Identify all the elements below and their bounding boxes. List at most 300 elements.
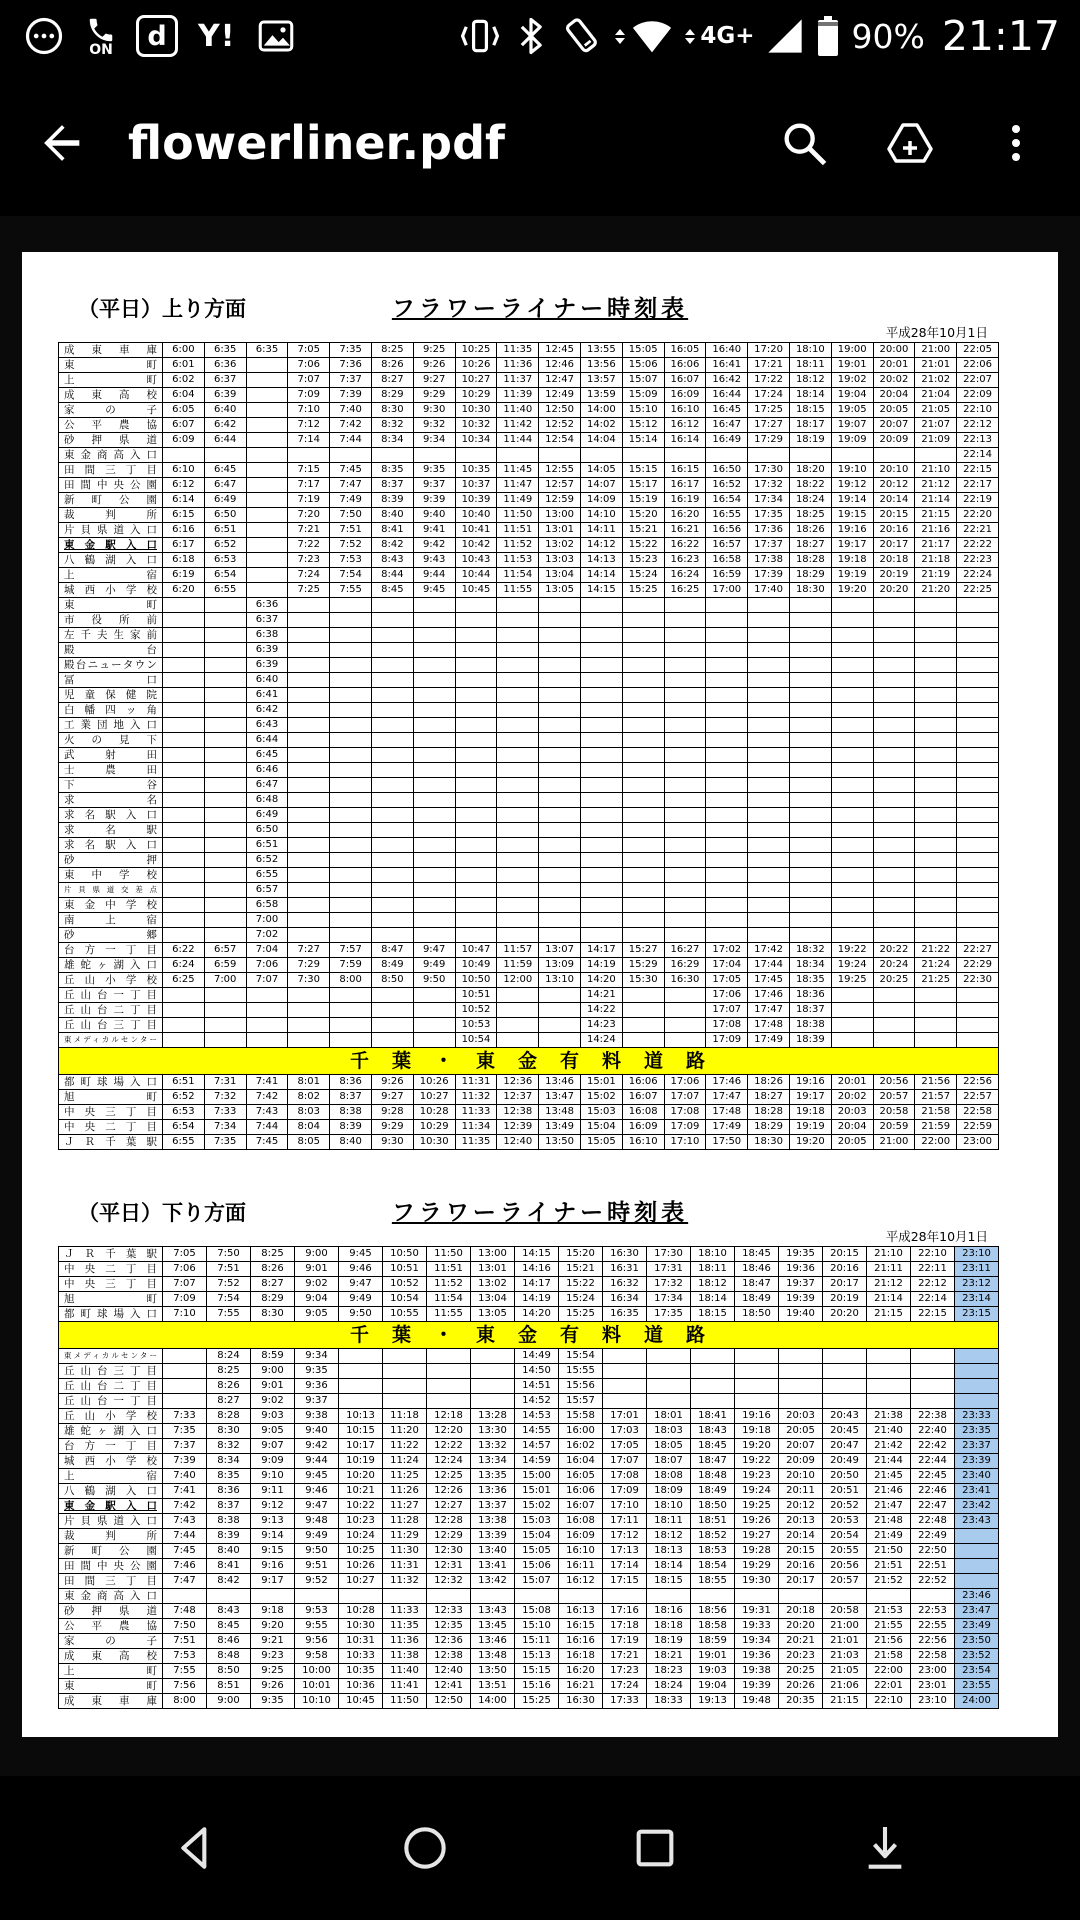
time-cell: 16:07 — [664, 373, 706, 388]
time-cell: 11:33 — [383, 1604, 427, 1619]
time-cell: 10:25 — [455, 343, 497, 358]
time-cell: 7:34 — [204, 1120, 246, 1135]
time-cell: 15:05 — [515, 1544, 559, 1559]
time-cell: 20:21 — [779, 1634, 823, 1649]
time-cell: 10:19 — [339, 1454, 383, 1469]
station-name: 公平農協 — [59, 1619, 163, 1634]
time-cell — [288, 1003, 330, 1018]
battery-percent: 90% — [851, 16, 925, 56]
time-cell — [603, 1589, 647, 1604]
time-cell: 11:45 — [497, 463, 539, 478]
time-cell: 12:49 — [539, 388, 581, 403]
time-cell — [915, 838, 957, 853]
overflow-menu-button[interactable] — [978, 105, 1054, 181]
time-cell: 8:27 — [207, 1394, 251, 1409]
time-cell — [706, 718, 748, 733]
timetable-row — [59, 763, 999, 778]
time-cell — [915, 448, 957, 463]
time-cell: 8:51 — [207, 1679, 251, 1694]
time-cell — [413, 613, 455, 628]
nav-recents-button[interactable] — [610, 1803, 700, 1893]
timetable-row — [59, 823, 999, 838]
time-cell: 20:56 — [873, 1075, 915, 1090]
time-cell: 8:24 — [207, 1349, 251, 1364]
time-cell: 8:45 — [371, 583, 413, 598]
time-cell: 10:55 — [383, 1307, 427, 1322]
time-cell: 19:23 — [735, 1469, 779, 1484]
timetable-row — [59, 943, 999, 958]
time-cell: 6:36 — [204, 358, 246, 373]
time-cell — [622, 853, 664, 868]
time-cell: 11:29 — [383, 1529, 427, 1544]
time-cell: 21:06 — [823, 1679, 867, 1694]
navigation-bar — [0, 1776, 1080, 1920]
time-cell: 23:35 — [955, 1424, 999, 1439]
time-cell: 22:09 — [957, 388, 999, 403]
time-cell: 7:42 — [330, 418, 372, 433]
station-name: 城西小学校 — [59, 583, 163, 598]
time-cell: 15:09 — [622, 388, 664, 403]
add-to-drive-button[interactable] — [872, 105, 948, 181]
station-name: 新町公園 — [59, 493, 163, 508]
time-cell: 15:11 — [515, 1634, 559, 1649]
time-cell: 18:41 — [691, 1409, 735, 1424]
time-cell: 20:07 — [873, 418, 915, 433]
time-cell: 17:09 — [706, 1033, 748, 1048]
time-cell: 12:46 — [539, 358, 581, 373]
time-cell — [204, 658, 246, 673]
time-cell — [957, 928, 999, 943]
time-cell: 23:40 — [955, 1469, 999, 1484]
time-cell: 20:07 — [779, 1439, 823, 1454]
time-cell: 7:10 — [288, 403, 330, 418]
time-cell: 12:39 — [497, 1120, 539, 1135]
time-cell — [497, 793, 539, 808]
time-cell: 18:09 — [647, 1484, 691, 1499]
time-cell: 19:07 — [831, 418, 873, 433]
direction-label-up: （平日）上り方面 — [78, 297, 246, 321]
time-cell — [288, 928, 330, 943]
time-cell: 16:05 — [664, 343, 706, 358]
time-cell — [873, 838, 915, 853]
time-cell — [664, 988, 706, 1003]
time-cell — [622, 748, 664, 763]
time-cell: 7:35 — [330, 343, 372, 358]
time-cell: 10:10 — [295, 1694, 339, 1709]
time-cell — [413, 913, 455, 928]
time-cell: 7:40 — [163, 1469, 207, 1484]
time-cell: 19:20 — [789, 1135, 831, 1150]
nav-back-button[interactable] — [150, 1803, 240, 1893]
time-cell — [246, 448, 288, 463]
time-cell — [873, 673, 915, 688]
time-cell: 13:05 — [539, 583, 581, 598]
time-cell: 16:55 — [706, 508, 748, 523]
time-cell — [246, 1003, 288, 1018]
time-cell: 8:25 — [251, 1247, 295, 1262]
station-name: 都町球場入口 — [59, 1307, 163, 1322]
time-cell — [873, 778, 915, 793]
time-cell — [497, 883, 539, 898]
time-cell: 22:59 — [957, 1120, 999, 1135]
time-cell: 11:47 — [497, 478, 539, 493]
time-cell — [330, 763, 372, 778]
time-cell: 20:01 — [873, 358, 915, 373]
time-cell — [455, 733, 497, 748]
time-cell — [789, 763, 831, 778]
time-cell: 16:49 — [706, 433, 748, 448]
time-cell — [163, 883, 205, 898]
time-cell: 15:16 — [515, 1679, 559, 1694]
time-cell: 9:12 — [251, 1499, 295, 1514]
station-name: 士農田 — [59, 763, 163, 778]
time-cell: 10:27 — [413, 1090, 455, 1105]
search-button[interactable] — [766, 105, 842, 181]
time-cell — [371, 1003, 413, 1018]
time-cell — [246, 478, 288, 493]
station-name: 東金駅入口 — [59, 538, 163, 553]
time-cell: 9:10 — [251, 1469, 295, 1484]
time-cell — [873, 703, 915, 718]
time-cell — [789, 898, 831, 913]
time-cell: 21:00 — [873, 1135, 915, 1150]
time-cell — [911, 1364, 955, 1379]
time-cell — [873, 628, 915, 643]
wifi-activity-arrows — [615, 29, 625, 44]
time-cell: 9:47 — [413, 943, 455, 958]
station-name: 東金商高入口 — [59, 1589, 163, 1604]
time-cell: 16:30 — [603, 1247, 647, 1262]
time-cell — [427, 1394, 471, 1409]
time-cell — [288, 643, 330, 658]
time-cell: 13:55 — [580, 343, 622, 358]
time-cell — [330, 913, 372, 928]
time-cell — [163, 793, 205, 808]
time-cell: 10:26 — [455, 358, 497, 373]
time-cell: 16:30 — [664, 973, 706, 988]
time-cell: 13:50 — [539, 1135, 581, 1150]
time-cell: 17:07 — [664, 1090, 706, 1105]
time-cell — [497, 1018, 539, 1033]
time-cell: 23:00 — [911, 1664, 955, 1679]
time-cell: 22:10 — [867, 1694, 911, 1709]
time-cell: 22:10 — [911, 1247, 955, 1262]
time-cell: 8:40 — [371, 508, 413, 523]
time-cell — [539, 643, 581, 658]
time-cell — [873, 1018, 915, 1033]
time-cell: 16:54 — [706, 493, 748, 508]
time-cell — [867, 1349, 911, 1364]
time-cell — [748, 643, 790, 658]
time-cell: 15:25 — [559, 1307, 603, 1322]
timetable-row — [59, 463, 999, 478]
time-cell: 20:57 — [823, 1574, 867, 1589]
time-cell: 21:16 — [915, 523, 957, 538]
time-cell — [204, 448, 246, 463]
time-cell: 18:45 — [735, 1247, 779, 1262]
timetable-row — [59, 388, 999, 403]
time-cell: 15:19 — [622, 493, 664, 508]
time-cell: 19:12 — [831, 478, 873, 493]
time-cell — [873, 763, 915, 778]
time-cell: 12:45 — [539, 343, 581, 358]
time-cell: 21:24 — [915, 958, 957, 973]
time-cell: 17:14 — [603, 1559, 647, 1574]
time-cell: 21:12 — [867, 1277, 911, 1292]
time-cell: 6:12 — [163, 478, 205, 493]
time-cell — [539, 613, 581, 628]
time-cell: 7:50 — [163, 1619, 207, 1634]
time-cell: 18:56 — [691, 1604, 735, 1619]
time-cell: 15:03 — [580, 1105, 622, 1120]
time-cell — [664, 718, 706, 733]
time-cell — [664, 643, 706, 658]
time-cell: 11:26 — [383, 1484, 427, 1499]
time-cell: 12:50 — [539, 403, 581, 418]
timetable-row — [59, 1379, 999, 1394]
time-cell: 22:51 — [911, 1559, 955, 1574]
time-cell: 18:11 — [789, 358, 831, 373]
time-cell: 6:52 — [246, 853, 288, 868]
time-cell — [831, 808, 873, 823]
time-cell — [748, 898, 790, 913]
time-cell — [735, 1364, 779, 1379]
time-cell: 20:45 — [823, 1424, 867, 1439]
time-cell: 9:47 — [339, 1277, 383, 1292]
time-cell — [339, 1364, 383, 1379]
time-cell — [873, 733, 915, 748]
time-cell: 15:06 — [622, 358, 664, 373]
time-cell: 9:18 — [251, 1604, 295, 1619]
time-cell: 6:57 — [246, 883, 288, 898]
time-cell: 7:55 — [330, 583, 372, 598]
time-cell: 21:07 — [915, 418, 957, 433]
time-cell — [163, 448, 205, 463]
time-cell: 9:17 — [251, 1574, 295, 1589]
time-cell: 7:23 — [288, 553, 330, 568]
station-name: 工業団地入口 — [59, 718, 163, 733]
time-cell: 9:34 — [295, 1349, 339, 1364]
time-cell: 18:35 — [789, 973, 831, 988]
time-cell — [163, 928, 205, 943]
time-cell — [497, 838, 539, 853]
time-cell: 9:26 — [371, 1075, 413, 1090]
time-cell: 16:08 — [559, 1514, 603, 1529]
time-cell — [413, 988, 455, 1003]
time-cell: 9:05 — [251, 1424, 295, 1439]
time-cell: 20:12 — [779, 1499, 823, 1514]
time-cell: 12:29 — [427, 1529, 471, 1544]
time-cell — [497, 1033, 539, 1048]
time-cell: 14:04 — [580, 433, 622, 448]
time-cell: 8:35 — [371, 463, 413, 478]
time-cell: 12:22 — [427, 1439, 471, 1454]
time-cell — [455, 763, 497, 778]
time-cell: 19:15 — [831, 508, 873, 523]
time-cell — [330, 853, 372, 868]
time-cell: 20:00 — [873, 343, 915, 358]
time-cell: 7:27 — [288, 943, 330, 958]
station-name: 東町 — [59, 358, 163, 373]
time-cell: 20:58 — [873, 1105, 915, 1120]
time-cell: 22:05 — [957, 343, 999, 358]
station-name: 火の見下 — [59, 733, 163, 748]
time-cell — [455, 928, 497, 943]
time-cell: 10:52 — [383, 1277, 427, 1292]
time-cell — [339, 1379, 383, 1394]
time-cell — [664, 748, 706, 763]
time-cell: 6:53 — [163, 1105, 205, 1120]
time-cell: 6:09 — [163, 433, 205, 448]
time-cell: 17:42 — [748, 943, 790, 958]
time-cell: 10:44 — [455, 568, 497, 583]
time-cell — [664, 823, 706, 838]
time-cell: 21:03 — [823, 1649, 867, 1664]
time-cell: 19:20 — [831, 583, 873, 598]
time-cell — [455, 898, 497, 913]
time-cell — [539, 628, 581, 643]
time-cell — [371, 763, 413, 778]
time-cell — [789, 838, 831, 853]
time-cell — [204, 1033, 246, 1048]
time-cell — [622, 658, 664, 673]
time-cell — [622, 838, 664, 853]
time-cell — [580, 613, 622, 628]
time-cell — [163, 823, 205, 838]
time-cell — [413, 868, 455, 883]
time-cell: 20:18 — [779, 1604, 823, 1619]
timetable-row — [59, 673, 999, 688]
time-cell: 13:40 — [471, 1544, 515, 1559]
time-cell: 19:14 — [831, 493, 873, 508]
time-cell: 8:50 — [371, 973, 413, 988]
time-cell — [873, 748, 915, 763]
time-cell: 10:35 — [455, 463, 497, 478]
time-cell: 19:17 — [831, 538, 873, 553]
time-cell: 7:51 — [207, 1262, 251, 1277]
time-cell — [515, 1589, 559, 1604]
time-cell: 8:42 — [207, 1574, 251, 1589]
time-cell: 16:35 — [603, 1307, 647, 1322]
timetable-row — [59, 1394, 999, 1409]
time-cell: 21:00 — [823, 1619, 867, 1634]
time-cell: 23:39 — [955, 1454, 999, 1469]
time-cell — [789, 748, 831, 763]
time-cell: 11:54 — [427, 1292, 471, 1307]
time-cell: 6:16 — [163, 523, 205, 538]
time-cell: 22:38 — [911, 1409, 955, 1424]
nav-keyboard-hide-button[interactable] — [840, 1803, 930, 1893]
time-cell: 17:30 — [748, 463, 790, 478]
station-name: 雄蛇ヶ湖入口 — [59, 1424, 163, 1439]
time-cell — [330, 838, 372, 853]
time-cell: 7:00 — [204, 973, 246, 988]
time-cell — [413, 853, 455, 868]
time-cell — [622, 1033, 664, 1048]
time-cell — [330, 988, 372, 1003]
timetable-row — [59, 1033, 999, 1048]
time-cell — [664, 853, 706, 868]
time-cell — [622, 868, 664, 883]
time-cell — [580, 808, 622, 823]
time-cell — [288, 913, 330, 928]
station-name: 白幡四ッ角 — [59, 703, 163, 718]
time-cell: 20:35 — [779, 1694, 823, 1709]
time-cell: 17:21 — [603, 1649, 647, 1664]
timetable-row — [59, 718, 999, 733]
time-cell — [539, 898, 581, 913]
time-cell: 22:50 — [911, 1544, 955, 1559]
time-cell — [955, 1379, 999, 1394]
time-cell: 17:04 — [706, 958, 748, 973]
time-cell: 14:21 — [580, 988, 622, 1003]
time-cell: 7:37 — [330, 373, 372, 388]
time-cell — [204, 778, 246, 793]
time-cell: 9:01 — [295, 1262, 339, 1277]
time-cell: 7:39 — [163, 1454, 207, 1469]
time-cell: 21:17 — [915, 538, 957, 553]
time-cell — [789, 658, 831, 673]
time-cell — [204, 793, 246, 808]
time-cell: 18:07 — [647, 1454, 691, 1469]
back-button[interactable] — [24, 105, 100, 181]
time-cell: 15:58 — [559, 1409, 603, 1424]
time-cell: 19:18 — [831, 553, 873, 568]
pdf-viewport[interactable] — [0, 216, 1080, 1776]
time-cell — [622, 808, 664, 823]
nav-home-button[interactable] — [380, 1803, 470, 1893]
time-cell: 6:25 — [163, 973, 205, 988]
time-cell: 8:40 — [207, 1544, 251, 1559]
time-cell: 14:11 — [580, 523, 622, 538]
station-name: 求名駅入口 — [59, 808, 163, 823]
time-cell: 20:02 — [831, 1090, 873, 1105]
timetable-row — [59, 1514, 999, 1529]
time-cell: 17:24 — [748, 388, 790, 403]
time-cell — [455, 658, 497, 673]
timetable-row — [59, 1247, 999, 1262]
time-cell — [204, 748, 246, 763]
time-cell: 12:41 — [427, 1679, 471, 1694]
time-cell: 6:44 — [246, 733, 288, 748]
sheet-header — [22, 288, 1058, 324]
time-cell — [413, 928, 455, 943]
time-cell: 18:19 — [647, 1634, 691, 1649]
time-cell: 10:51 — [383, 1262, 427, 1277]
time-cell — [330, 598, 372, 613]
time-cell: 15:04 — [515, 1529, 559, 1544]
time-cell: 20:15 — [823, 1247, 867, 1262]
time-cell: 7:05 — [163, 1247, 207, 1262]
time-cell: 16:07 — [559, 1499, 603, 1514]
time-cell: 14:07 — [580, 478, 622, 493]
time-cell — [706, 658, 748, 673]
time-cell — [706, 763, 748, 778]
time-cell — [288, 883, 330, 898]
time-cell — [706, 628, 748, 643]
time-cell: 22:23 — [957, 553, 999, 568]
time-cell: 16:09 — [622, 1120, 664, 1135]
time-cell: 16:59 — [706, 568, 748, 583]
timetable-row — [59, 583, 999, 598]
time-cell — [957, 1003, 999, 1018]
time-cell — [204, 1003, 246, 1018]
time-cell — [330, 868, 372, 883]
time-cell — [911, 1589, 955, 1604]
time-cell — [735, 1589, 779, 1604]
time-cell — [413, 703, 455, 718]
time-cell: 21:05 — [915, 403, 957, 418]
